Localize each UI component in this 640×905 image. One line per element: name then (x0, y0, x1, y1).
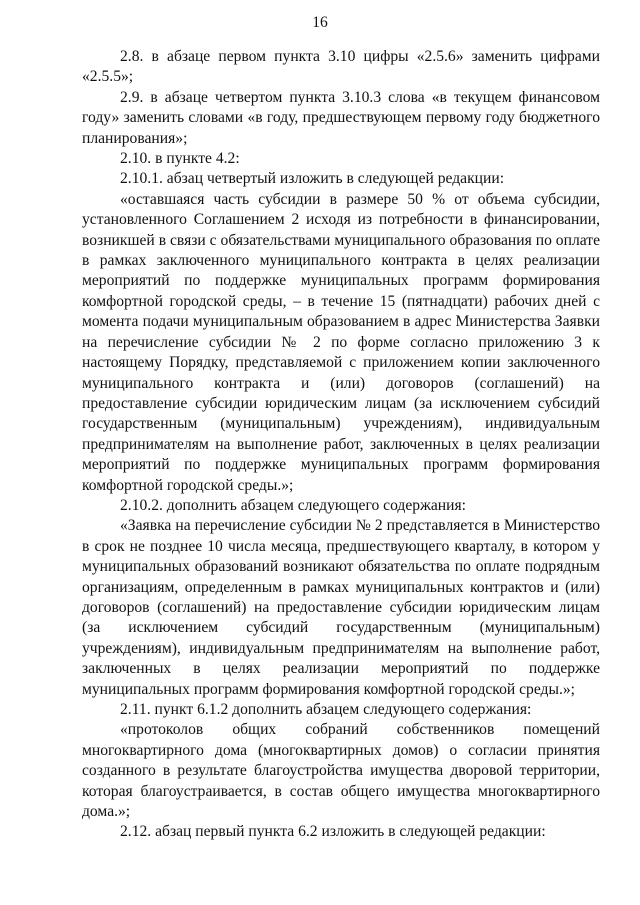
paragraph-2-10-2: 2.10.2. дополнить абзацем следующего содержания: (120, 496, 466, 514)
paragraph-2-11: 2.11. пункт 6.1.2 дополнить абзацем следующего содержания: (120, 701, 532, 718)
paragraph-quote-3: «протоколов общих собраний собственников помещений многоквартирного дома (многоквартирных домов) о согласии принятия созданного в результате благоустройства имущества дворовой территории, которая благоустраивается, в состав общего имущества многоквартирного дома.»; (82, 721, 600, 821)
paragraph-2-10: 2.10. в пункте 4.2: (120, 150, 240, 168)
paragraph-2-8: 2.8. в абзаце первом пункта 3.10 цифры «2.5.6» заменить цифрами «2.5.5»; (82, 48, 600, 86)
paragraph-2-9: 2.9. в абзаце четвертом пункта 3.10.3 слова «в текущем финансовом году» заменить словами «в году, предшествующем первому году бюджетного планирования»; (82, 88, 600, 147)
paragraph-quote-2: «Заявка на перечисление субсидии № 2 представляется в Министерство в срок не позднее 10 числа месяца, предшествующего кварталу, в котором у муниципальных образований возникают обязательства по оплате подрядным организациям, определенным в рамках муниципальных контрактов и (или) договоров (соглашений) на предоставление субсидии юридическим лицам (за исключением субсидий государственным (муниципальным) учреждениям), индивидуальным предпринимателям на выполнение работ, заключенных в целях реализации мероприятий по поддержке муниципальных программ формирования комфортной городской среды.»; (82, 517, 600, 698)
paragraph-2-10-1: 2.10.1. абзац четвертый изложить в следующей редакции: (120, 170, 505, 188)
paragraph-2-12: 2.12. абзац первый пункта 6.2 изложить в следующей редакции: (120, 823, 546, 841)
paragraph-quote-1: «оставшаяся часть субсидии в размере 50 % от объема субсидии, установленного Соглашением 2 исходя из потребности в финансировании, возникшей в связи с обязательствами муниципального образования по оплате в рамках заключенного муниципального контракта в целях реализации мероприятий по поддержке муниципальных программ формирования комфортной городской среды, – в течение 15 (пятнадцати) рабочих дней с момента подачи муниципальным образованием в адрес Министерства Заявки на перечисление субсидии № 2 по форме согласно приложению 3 к настоящему Порядку, представляемой с приложением копии заключенного муниципального контракта и (или) договоров (соглашений) на предоставление субсидии юридическим лицам (за исключением субсидий государственным (муниципальным) учреждениям), индивидуальным предпринимателям на выполнение работ, заключенных в целях реализации мероприятий по поддержке муниципальных программ формирования комфортной городской среды.»; (82, 190, 600, 494)
document-body (82, 47, 600, 843)
page-number: 16 (312, 14, 328, 31)
